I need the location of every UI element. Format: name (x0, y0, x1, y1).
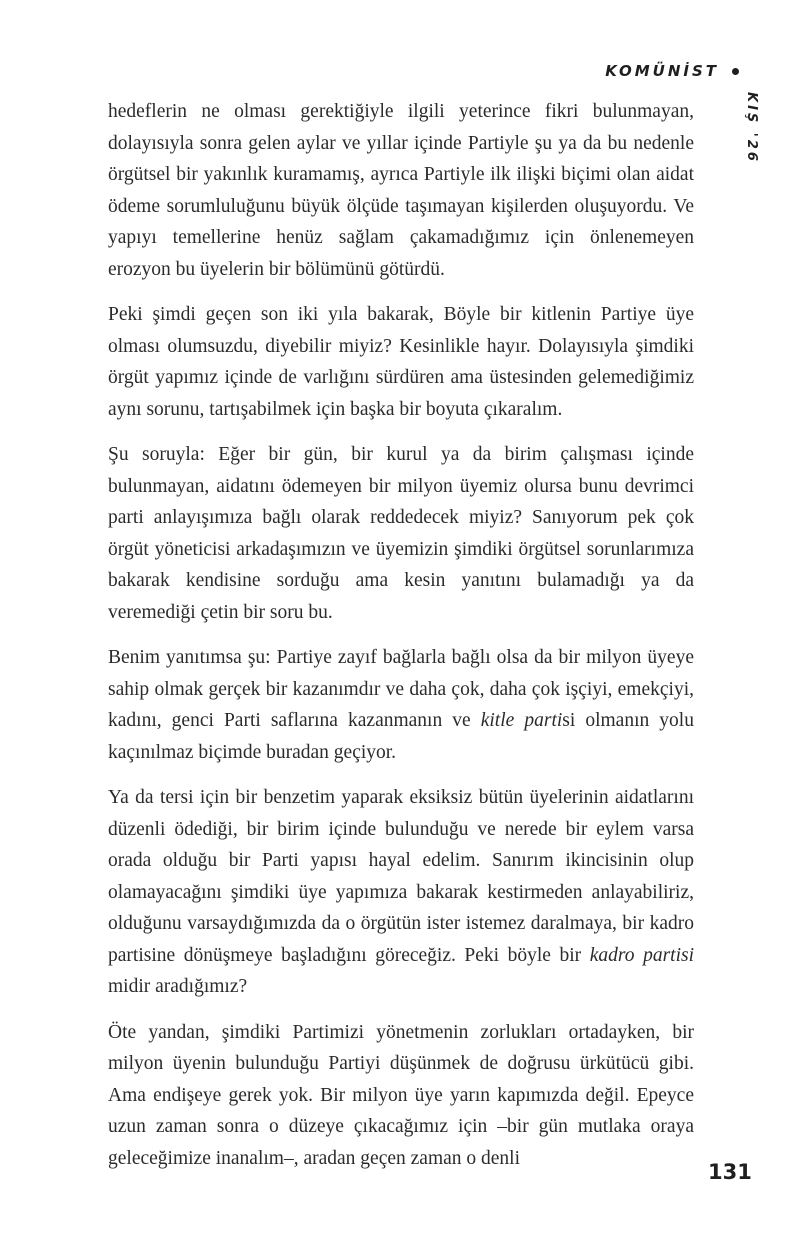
paragraph-text: Şu soruyla: Eğer bir gün, bir kurul ya da birim çalışması içinde bulunmayan, aidatını ödemeyen bir milyon üyemiz olursa bunu devrimci parti anlayışımıza bağlı olarak reddedecek miyiz? Sanıyorum pek çok örgüt yöneticisi arkadaşımızın ve üyemizin şimdiki örgütsel sorunlarımıza bakarak kendisine sorduğu ama kesin yanıtını bulamadığı ya da veremediği çetin bir soru bu. (108, 444, 694, 623)
paragraph-text: midir aradığımız? (108, 976, 248, 997)
separator-dot-icon (732, 68, 739, 75)
paragraph-6 (108, 1017, 694, 1175)
issue-label: KIŞ '26 (744, 92, 759, 164)
page-number: 131 (708, 1160, 752, 1184)
italic-term: kitle parti (480, 710, 563, 731)
paragraph-4 (108, 642, 694, 768)
italic-term: kadro partisi (589, 944, 695, 966)
paragraph-1 (108, 96, 694, 285)
paragraph-3 (108, 439, 694, 628)
paragraph-text: Peki şimdi geçen son iki yıla bakarak, Böyle bir kitlenin Partiye üye olması olumsuzdu, diyebilir miyiz? Kesinlikle hayır. Dolayısıyla şimdiki örgüt yapımız içinde de varlığını sürdüren ama üstesinden gelemediğimiz aynı sorunu, tartışabilmek için başka bir boyuta çıkaralım. (108, 304, 694, 420)
paragraph-text: Öte yandan, şimdiki Partimizi yönetmenin zorlukları ortadayken, bir milyon üyenin bulunduğu Partiyi düşünmek de doğrusu ürkütücü gibi. Ama endişeye gerek yok. Bir milyon üye yarın kapımızda değil. Epeyce uzun zaman sonra o düzeye çıkacağımız için –bir gün mutlaka oraya geleceğimize inanalım–, aradan geçen zaman o denli (108, 1021, 694, 1169)
body-text (108, 96, 694, 1188)
paragraph-5 (108, 782, 694, 1003)
paragraph-text: si olmanın yolu kaçınılmaz biçimde buradan geçiyor. (108, 710, 694, 763)
paragraph-text: hedeflerin ne olması gerektiğiyle ilgili yeterince fikri bulunmayan, dolayısıyla sonra gelen aylar ve yıllar içinde Partiyle şu ya da bu nedenle örgütsel bir yakınlık kuramamış, ayrıca Partiyle ilk ilişki biçimi olan aidat ödeme sorumluluğunu büyük ölçüde taşımayan kişilerden oluşuyordu. Ve yapıyı temellerine henüz sağlam çakamadığımız için önlenemeyen erozyon bu üyelerin bir bölümünü götürdü. (108, 101, 694, 280)
journal-title: KOMÜNİST (605, 62, 719, 80)
paragraph-text: Benim yanıtımsa şu: Partiye zayıf bağlarla bağlı olsa da bir milyon üyeye sahip olmak gerçek bir kazanımdır ve daha çok, daha çok işçiyi, emekçiyi, kadını, genci Parti saflarına kazanmanın ve (108, 647, 694, 731)
paragraph-text: Ya da tersi için bir benzetim yaparak eksiksiz bütün üyelerinin aidatlarını düzenli ödediği, bir birim içinde bulunduğu ve nerede bir eylem varsa orada olduğu bir Parti yapısı hayal edelim. Sanırım ikincisinin olup olamayacağını şimdiki üye yapımıza bakarak kestirmeden anlayabiliriz, olduğunu varsaydığımızda da o örgütün ister istemez daralmaya, bir kadro partisine dönüşmeye başladığını göreceğiz. Peki böyle bir (108, 787, 694, 966)
paragraph-2 (108, 299, 694, 425)
